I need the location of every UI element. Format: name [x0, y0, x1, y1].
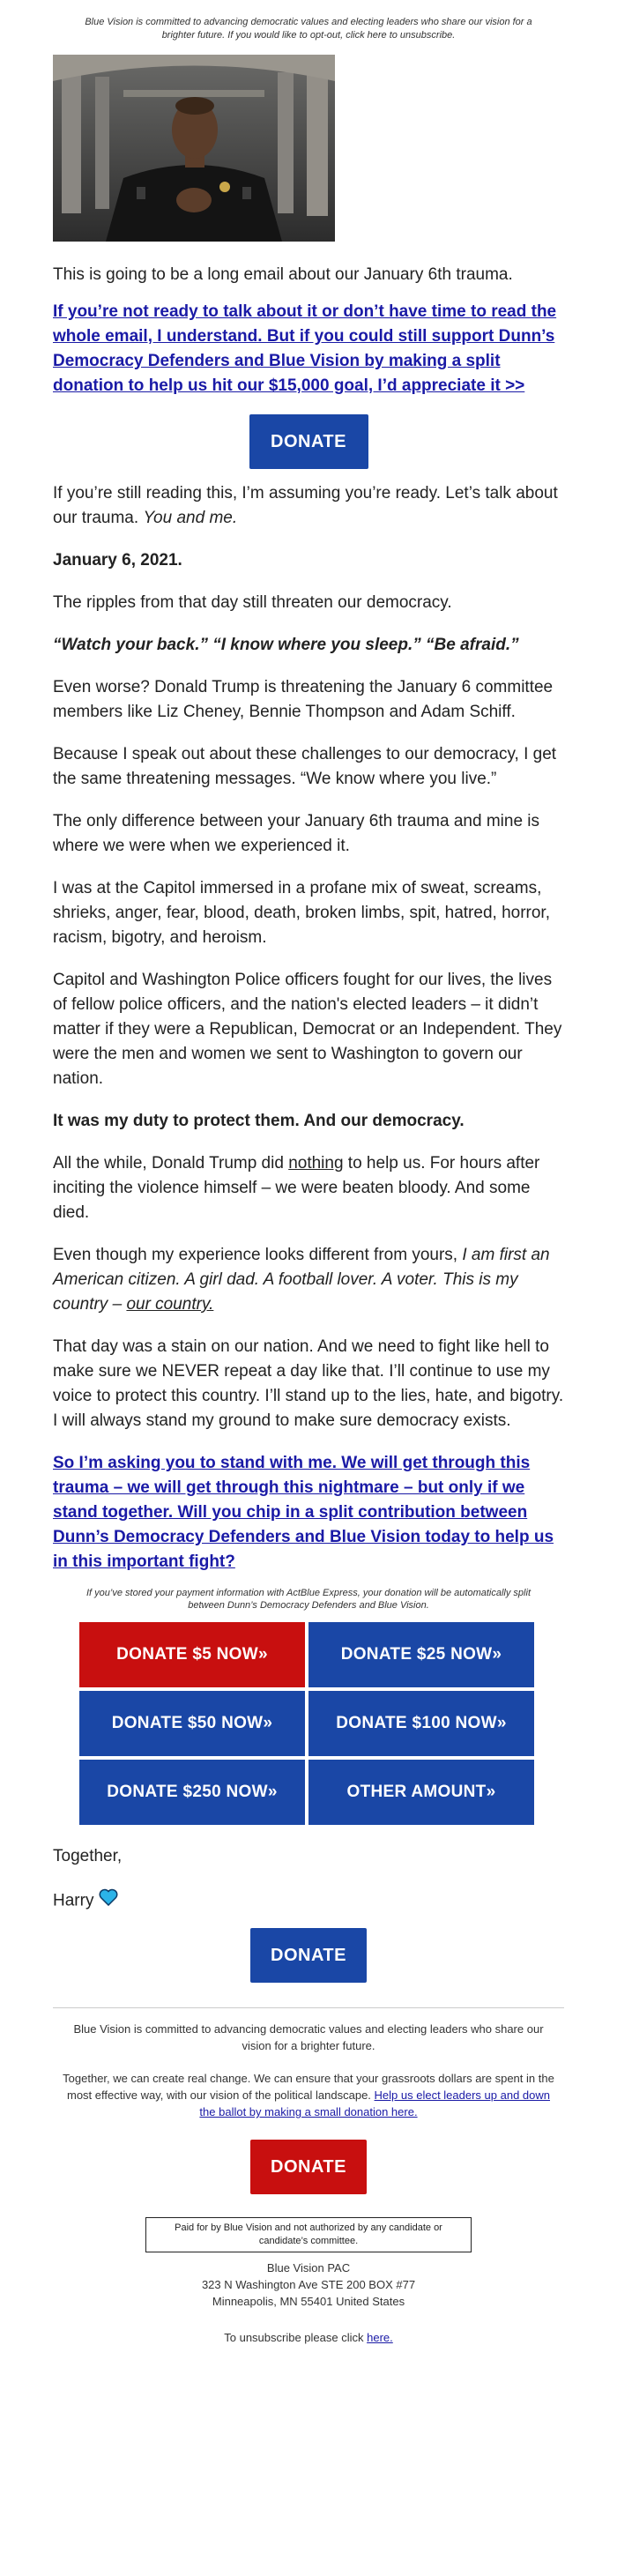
trump-text-a: All the while, Donald Trump did	[53, 1154, 289, 1173]
signoff-text: Together,	[53, 1847, 123, 1865]
donate-button-wrap-1	[53, 414, 564, 469]
donate-50-button[interactable]: DONATE $50 NOW»	[79, 1691, 305, 1756]
date-heading: January 6, 2021.	[53, 551, 182, 570]
officer-photo-illustration	[53, 55, 335, 242]
donate-100-button[interactable]: DONATE $100 NOW»	[308, 1691, 534, 1756]
donate-button-footer[interactable]: DONATE	[250, 2140, 367, 2194]
ready-text: If you’re still reading this, I’m assuming you’re ready. Let’s talk about our trauma.	[53, 484, 558, 527]
other-amount-button[interactable]: OTHER AMOUNT»	[308, 1760, 534, 1825]
trump-text-b: to help us. For hours after inciting the violence himself – we were beaten bloody. And some died.	[53, 1154, 540, 1222]
footer-divider	[53, 2007, 564, 2008]
donate-button-wrap-2	[53, 1928, 564, 1983]
unsubscribe-line	[53, 2329, 564, 2346]
threats-quote: “Watch your back.” “I know where you sleep.” “Be afraid.”	[53, 636, 519, 654]
footer-donate-link[interactable]: Help us elect leaders up and down the ballot by making a small donation here.	[199, 2088, 550, 2118]
difference-paragraph: The only difference between your January 6th trauma and mine is where we were when we experienced it.	[53, 812, 540, 855]
duty-heading: It was my duty to protect them. And our democracy.	[53, 1112, 465, 1130]
donate-button-bottom[interactable]: DONATE	[250, 1928, 367, 1983]
ripples-text: The ripples from that day still threaten our democracy.	[53, 593, 452, 612]
donation-amount-grid	[79, 1622, 538, 1825]
ask-link-2[interactable]: So I’m asking you to stand with me. We will get through this trauma – we will get through this nightmare – but only if we stand together. Will you chip in a split contribution between Dunn’s Democracy Defenders and Blue Vision today to help us in this important fight?	[53, 1454, 554, 1571]
email-body	[53, 0, 564, 2346]
ask-link-1[interactable]: If you’re not ready to talk about it or don’t have time to read the whole email, I understand. But if you could still support Dunn’s Democracy Defenders and Blue Vision by making a split donation to help us hit our $15,000 goal, I’d appreciate it >>	[53, 302, 557, 395]
nothing-text: nothing	[288, 1154, 344, 1173]
trump-paragraph	[53, 1151, 564, 1225]
our-country-text: our country.	[126, 1295, 214, 1314]
preheader-text[interactable]: Blue Vision is committed to advancing democratic values and electing leaders who share our vision for a brighter future. If you would like to opt-out, click here to unsubscribe.	[85, 17, 532, 41]
ready-paragraph	[53, 481, 564, 531]
experience-italic: I am first an American citizen. A girl dad. A football lover. A voter. This is my country –	[53, 1246, 550, 1314]
hero-photo	[53, 55, 335, 242]
you-and-me-text: You and me.	[143, 509, 238, 527]
org-name: Blue Vision PAC	[266, 2261, 351, 2274]
donate-250-button[interactable]: DONATE $250 NOW»	[79, 1760, 305, 1825]
footer-address	[53, 2260, 564, 2310]
capitol-paragraph: I was at the Capitol immersed in a profane mix of sweat, screams, shrieks, anger, fear, blood, death, broken limbs, spit, hatred, horror, racism, bigotry, and heroism.	[53, 879, 550, 947]
experience-paragraph	[53, 1243, 564, 1317]
speak-out-paragraph: Because I speak out about these challenges to our democracy, I get the same threatening messages. “We know where you live.”	[53, 745, 557, 788]
donate-button-top[interactable]: DONATE	[249, 414, 368, 469]
donate-button-wrap-3	[53, 2140, 564, 2194]
unsubscribe-link[interactable]: here.	[367, 2331, 393, 2344]
donate-5-button[interactable]: DONATE $5 NOW»	[79, 1622, 305, 1687]
footer-mission: Blue Vision is committed to advancing democratic values and electing leaders who share our vision for a brighter future.	[73, 2022, 544, 2052]
officers-paragraph: Capitol and Washington Police officers fought for our lives, the lives of fellow police officers, and the nation's elected leaders – it didn’t matter if they were a Republican, Democrat or an Independent. They were the men and women we sent to Washington to govern our nation.	[53, 971, 562, 1088]
signature-name: Harry	[53, 1891, 94, 1910]
blue-heart-icon	[99, 1888, 118, 1914]
paid-for-disclaimer: Paid for by Blue Vision and not authorized by any candidate or candidate’s committee.	[145, 2217, 472, 2252]
street-address: 323 N Washington Ave STE 200 BOX #77	[201, 2278, 416, 2291]
experience-text-a: Even though my experience looks different from yours,	[53, 1246, 463, 1264]
unsubscribe-text: To unsubscribe please click	[224, 2331, 368, 2344]
signature-line	[53, 1888, 564, 1914]
worse-paragraph: Even worse? Donald Trump is threatening the January 6 committee members like Liz Cheney, Bennie Thompson and Adam Schiff.	[53, 678, 554, 721]
donate-25-button[interactable]: DONATE $25 NOW»	[308, 1622, 534, 1687]
intro-text: This is going to be a long email about our January 6th trauma.	[53, 265, 513, 284]
city-address: Minneapolis, MN 55401 United States	[212, 2295, 405, 2308]
footer-together	[53, 2070, 564, 2120]
footer-together-text: Together, we can create real change. We can ensure that your grassroots dollars are spent in the most effective way, with our vision of the political landscape.	[63, 2072, 554, 2102]
stain-paragraph: That day was a stain on our nation. And we need to fight like hell to make sure we NEVER repeat a day like that. I’ll continue to use my voice to protect this country. I’ll stand up to the lies, hate, and bigotry. I will always stand my ground to make sure democracy exists.	[53, 1337, 564, 1430]
actblue-note: If you’ve stored your payment information with ActBlue Express, your donation will be automatically split between Dunn’s Democracy Defenders and Blue Vision.	[86, 1588, 531, 1611]
